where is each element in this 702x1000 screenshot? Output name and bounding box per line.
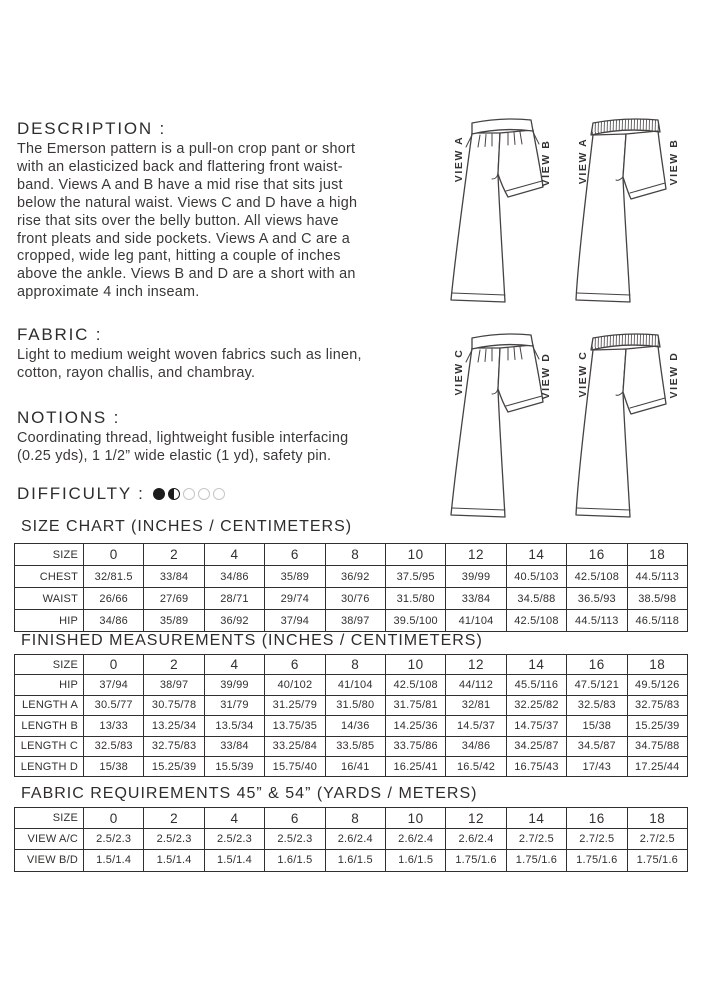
value-cell: 14.5/37 xyxy=(446,716,506,736)
value-cell: 13.25/34 xyxy=(144,716,204,736)
notions-body xyxy=(17,430,437,466)
size-header-cell: 0 xyxy=(84,808,144,829)
finished-measurements-title: FINISHED MEASUREMENTS (INCHES / CENTIMETERS) xyxy=(21,632,483,649)
value-cell: 26/66 xyxy=(84,588,144,610)
table-row xyxy=(15,736,688,756)
difficulty-dot-empty xyxy=(213,488,225,500)
pant-short-back-drawing xyxy=(570,114,674,306)
view-a-label: VIEW A xyxy=(453,135,465,183)
value-cell: 2.5/2.3 xyxy=(144,829,204,850)
size-header-cell: 0 xyxy=(84,544,144,566)
view-a-label: VIEW A xyxy=(577,137,589,185)
size-header-cell: 6 xyxy=(265,808,325,829)
value-cell: 47.5/121 xyxy=(567,675,627,695)
fabric-heading: FABRIC : xyxy=(17,325,103,344)
size-header-cell: 12 xyxy=(446,655,506,675)
view-b-label: VIEW B xyxy=(540,139,552,187)
size-header-cell: 14 xyxy=(506,544,566,566)
value-cell: 34.5/88 xyxy=(506,588,566,610)
value-cell: 33/84 xyxy=(204,736,264,756)
notions-line: Coordinating thread, lightweight fusible interfacing xyxy=(17,430,349,446)
description-heading: DESCRIPTION : xyxy=(17,119,167,138)
table-row xyxy=(15,695,688,715)
fabric-body xyxy=(17,347,437,383)
value-cell: 38/97 xyxy=(144,675,204,695)
header-row xyxy=(15,544,688,566)
technical-drawing-front-ab xyxy=(440,112,558,310)
value-cell: 34/86 xyxy=(446,736,506,756)
value-cell: 2.6/2.4 xyxy=(385,829,445,850)
value-cell: 33/84 xyxy=(144,566,204,588)
value-cell: 16.5/42 xyxy=(446,756,506,776)
size-header-cell: 14 xyxy=(506,655,566,675)
description-line: approximate 4 inch inseam. xyxy=(17,284,200,301)
value-cell: 2.5/2.3 xyxy=(84,829,144,850)
pant-short-back-drawing xyxy=(570,327,674,523)
size-header-cell: 8 xyxy=(325,655,385,675)
difficulty-dot-half xyxy=(168,488,180,500)
size-header-cell: 12 xyxy=(446,544,506,566)
value-cell: 39/99 xyxy=(446,566,506,588)
value-cell: 38.5/98 xyxy=(627,588,687,610)
technical-drawing-front-cd xyxy=(440,325,558,523)
value-cell: 1.75/1.6 xyxy=(446,850,506,871)
value-cell: 2.6/2.4 xyxy=(446,829,506,850)
value-cell: 40.5/103 xyxy=(506,566,566,588)
notions-heading: NOTIONS : xyxy=(17,408,121,427)
size-header-cell: 18 xyxy=(627,655,687,675)
description-line: rise that sits over the belly button. All views have xyxy=(17,212,339,229)
table-row xyxy=(15,716,688,736)
value-cell: 44.5/113 xyxy=(627,566,687,588)
size-header-cell: 10 xyxy=(385,655,445,675)
technical-drawing-back-cd xyxy=(568,325,680,523)
value-cell: 31.5/80 xyxy=(325,695,385,715)
row-label-cell: VIEW B/D xyxy=(15,850,84,871)
value-cell: 17/43 xyxy=(567,756,627,776)
value-cell: 34.25/87 xyxy=(506,736,566,756)
size-header-cell: 2 xyxy=(144,655,204,675)
row-label-cell: LENGTH A xyxy=(15,695,84,715)
value-cell: 35/89 xyxy=(265,566,325,588)
value-cell: 16.25/41 xyxy=(385,756,445,776)
header-row xyxy=(15,655,688,675)
difficulty-dot-empty xyxy=(183,488,195,500)
view-c-label: VIEW C xyxy=(453,348,465,396)
size-header-cell: 2 xyxy=(144,544,204,566)
view-d-label: VIEW D xyxy=(668,351,680,399)
size-header-cell: 16 xyxy=(567,808,627,829)
value-cell: 14/36 xyxy=(325,716,385,736)
size-header-cell: 14 xyxy=(506,808,566,829)
value-cell: 36/92 xyxy=(325,566,385,588)
value-cell: 31/79 xyxy=(204,695,264,715)
value-cell: 1.6/1.5 xyxy=(265,850,325,871)
fabric-requirements-table xyxy=(14,807,688,872)
value-cell: 15.25/39 xyxy=(627,716,687,736)
value-cell: 27/69 xyxy=(144,588,204,610)
description-line: band. Views A and B have a mid rise that sits just xyxy=(17,176,343,193)
value-cell: 32/81 xyxy=(446,695,506,715)
value-cell: 2.7/2.5 xyxy=(567,829,627,850)
value-cell: 45.5/116 xyxy=(506,675,566,695)
finished-measurements-table xyxy=(14,654,688,777)
description-line: The Emerson pattern is a pull-on crop pant or short xyxy=(17,141,356,157)
value-cell: 46.5/118 xyxy=(627,610,687,632)
value-cell: 33.25/84 xyxy=(265,736,325,756)
table-row xyxy=(15,610,688,632)
value-cell: 39.5/100 xyxy=(385,610,445,632)
value-cell: 44.5/113 xyxy=(567,610,627,632)
description-line: below the natural waist. Views C and D have a high xyxy=(17,194,358,211)
size-header-cell: 10 xyxy=(385,808,445,829)
value-cell: 35/89 xyxy=(144,610,204,632)
value-cell: 1.5/1.4 xyxy=(204,850,264,871)
value-cell: 38/97 xyxy=(325,610,385,632)
value-cell: 34.75/88 xyxy=(627,736,687,756)
size-header-cell: 16 xyxy=(567,544,627,566)
size-header-cell: 6 xyxy=(265,655,325,675)
value-cell: 31.5/80 xyxy=(385,588,445,610)
value-cell: 1.6/1.5 xyxy=(325,850,385,871)
value-cell: 2.7/2.5 xyxy=(506,829,566,850)
value-cell: 34/86 xyxy=(204,566,264,588)
value-cell: 31.75/81 xyxy=(385,695,445,715)
value-cell: 36.5/93 xyxy=(567,588,627,610)
value-cell: 14.75/37 xyxy=(506,716,566,736)
value-cell: 13.5/34 xyxy=(204,716,264,736)
table-row xyxy=(15,675,688,695)
value-cell: 42.5/108 xyxy=(385,675,445,695)
value-cell: 13.75/35 xyxy=(265,716,325,736)
value-cell: 32.5/83 xyxy=(567,695,627,715)
view-b-label: VIEW B xyxy=(668,138,680,186)
difficulty-heading: DIFFICULTY : xyxy=(17,484,145,503)
value-cell: 15.75/40 xyxy=(265,756,325,776)
value-cell: 30.75/78 xyxy=(144,695,204,715)
value-cell: 41/104 xyxy=(325,675,385,695)
value-cell: 32/81.5 xyxy=(84,566,144,588)
table-row xyxy=(15,566,688,588)
value-cell: 44/112 xyxy=(446,675,506,695)
value-cell: 2.5/2.3 xyxy=(204,829,264,850)
corner-label-cell: SIZE xyxy=(15,544,84,566)
value-cell: 28/71 xyxy=(204,588,264,610)
row-label-cell: HIP xyxy=(15,675,84,695)
size-header-cell: 12 xyxy=(446,808,506,829)
header-row xyxy=(15,808,688,829)
technical-drawing-back-ab xyxy=(568,112,680,310)
table-row xyxy=(15,829,688,850)
view-d-label: VIEW D xyxy=(540,352,552,400)
table-row xyxy=(15,756,688,776)
value-cell: 1.6/1.5 xyxy=(385,850,445,871)
value-cell: 34.5/87 xyxy=(567,736,627,756)
value-cell: 17.25/44 xyxy=(627,756,687,776)
table-row xyxy=(15,588,688,610)
value-cell: 16/41 xyxy=(325,756,385,776)
value-cell: 2.6/2.4 xyxy=(325,829,385,850)
description-line: above the ankle. Views B and D are a short with an xyxy=(17,266,356,283)
value-cell: 33.75/86 xyxy=(385,736,445,756)
row-label-cell: WAIST xyxy=(15,588,84,610)
notions-line: (0.25 yds), 1 1/2” wide elastic (1 yd), safety pin. xyxy=(17,447,332,464)
value-cell: 40/102 xyxy=(265,675,325,695)
view-c-label: VIEW C xyxy=(577,350,589,398)
size-header-cell: 2 xyxy=(144,808,204,829)
description-body xyxy=(17,141,437,302)
difficulty-rating xyxy=(153,488,225,500)
size-header-cell: 4 xyxy=(204,544,264,566)
description-line: with an elasticized back and flattering front waist- xyxy=(17,158,343,175)
pant-short-front-drawing xyxy=(447,327,551,523)
value-cell: 15.25/39 xyxy=(144,756,204,776)
size-header-cell: 10 xyxy=(385,544,445,566)
value-cell: 1.75/1.6 xyxy=(506,850,566,871)
size-header-cell: 16 xyxy=(567,655,627,675)
difficulty-dot-filled xyxy=(153,488,165,500)
corner-label-cell: SIZE xyxy=(15,808,84,829)
value-cell: 32.5/83 xyxy=(84,736,144,756)
description-line: front pleats and side pockets. Views A and C are a xyxy=(17,230,351,247)
value-cell: 15/38 xyxy=(567,716,627,736)
value-cell: 30.5/77 xyxy=(84,695,144,715)
value-cell: 15/38 xyxy=(84,756,144,776)
size-header-cell: 8 xyxy=(325,544,385,566)
value-cell: 16.75/43 xyxy=(506,756,566,776)
value-cell: 37/94 xyxy=(84,675,144,695)
row-label-cell: LENGTH C xyxy=(15,736,84,756)
size-header-cell: 0 xyxy=(84,655,144,675)
value-cell: 42.5/108 xyxy=(567,566,627,588)
value-cell: 32.75/83 xyxy=(144,736,204,756)
fabric-line: Light to medium weight woven fabrics such as linen, xyxy=(17,347,362,363)
value-cell: 1.5/1.4 xyxy=(84,850,144,871)
value-cell: 39/99 xyxy=(204,675,264,695)
size-header-cell: 18 xyxy=(627,544,687,566)
value-cell: 34/86 xyxy=(84,610,144,632)
value-cell: 2.7/2.5 xyxy=(627,829,687,850)
fabric-line: cotton, rayon challis, and chambray. xyxy=(17,364,256,381)
table-row xyxy=(15,850,688,871)
value-cell: 42.5/108 xyxy=(506,610,566,632)
size-chart-title: SIZE CHART (INCHES / CENTIMETERS) xyxy=(21,518,353,535)
value-cell: 33/84 xyxy=(446,588,506,610)
difficulty-dot-empty xyxy=(198,488,210,500)
value-cell: 1.75/1.6 xyxy=(627,850,687,871)
value-cell: 36/92 xyxy=(204,610,264,632)
value-cell: 1.5/1.4 xyxy=(144,850,204,871)
size-header-cell: 4 xyxy=(204,655,264,675)
value-cell: 49.5/126 xyxy=(627,675,687,695)
value-cell: 32.25/82 xyxy=(506,695,566,715)
value-cell: 33.5/85 xyxy=(325,736,385,756)
row-label-cell: HIP xyxy=(15,610,84,632)
fabric-requirements-title: FABRIC REQUIREMENTS 45” & 54” (YARDS / METERS) xyxy=(21,785,478,802)
value-cell: 15.5/39 xyxy=(204,756,264,776)
value-cell: 13/33 xyxy=(84,716,144,736)
row-label-cell: LENGTH B xyxy=(15,716,84,736)
corner-label-cell: SIZE xyxy=(15,655,84,675)
value-cell: 37.5/95 xyxy=(385,566,445,588)
pant-short-front-drawing xyxy=(447,114,551,306)
row-label-cell: LENGTH D xyxy=(15,756,84,776)
value-cell: 30/76 xyxy=(325,588,385,610)
size-header-cell: 6 xyxy=(265,544,325,566)
value-cell: 41/104 xyxy=(446,610,506,632)
value-cell: 2.5/2.3 xyxy=(265,829,325,850)
value-cell: 29/74 xyxy=(265,588,325,610)
value-cell: 1.75/1.6 xyxy=(567,850,627,871)
size-header-cell: 18 xyxy=(627,808,687,829)
row-label-cell: CHEST xyxy=(15,566,84,588)
value-cell: 31.25/79 xyxy=(265,695,325,715)
size-header-cell: 4 xyxy=(204,808,264,829)
value-cell: 14.25/36 xyxy=(385,716,445,736)
size-chart-table xyxy=(14,543,688,632)
value-cell: 32.75/83 xyxy=(627,695,687,715)
difficulty-section xyxy=(17,484,225,504)
description-line: cropped, wide leg pant, hitting a couple of inches xyxy=(17,248,341,265)
size-header-cell: 8 xyxy=(325,808,385,829)
row-label-cell: VIEW A/C xyxy=(15,829,84,850)
value-cell: 37/94 xyxy=(265,610,325,632)
